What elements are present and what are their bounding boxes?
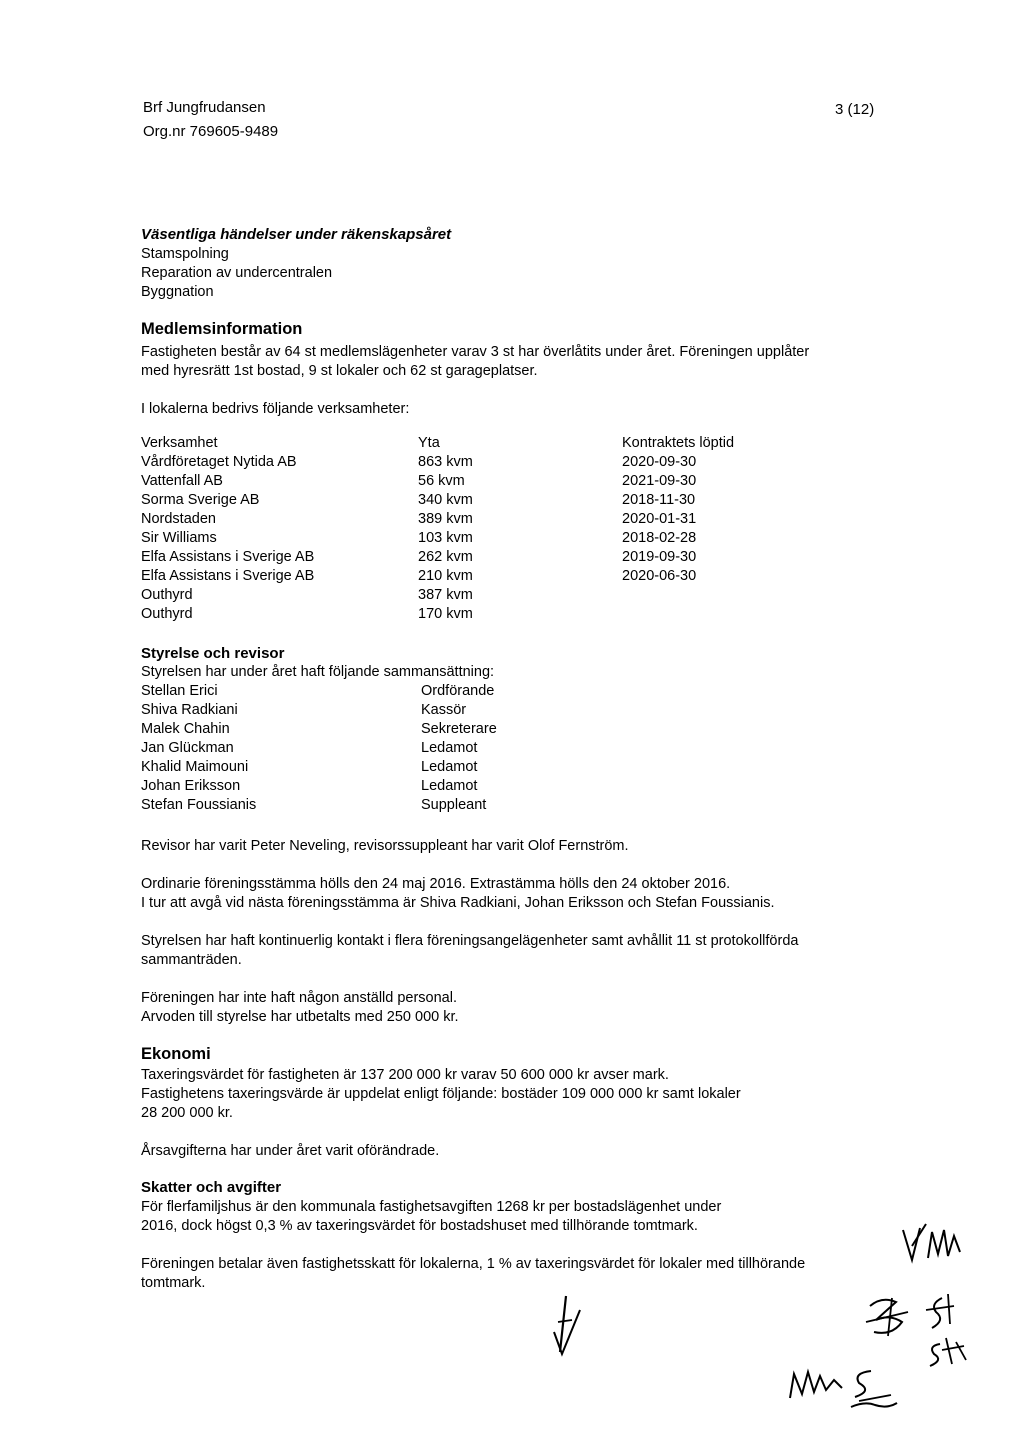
cell-business: Vattenfall AB	[141, 473, 223, 489]
cell-term: 2018-11-30	[622, 492, 696, 508]
list-item	[141, 720, 641, 739]
membership-text-line: Fastigheten består av 64 st medlemslägenheter varav 3 st har överlåtits under året. Föreningen upplåter	[141, 344, 810, 360]
column-header-term: Kontraktets löptid	[622, 435, 735, 451]
member-role: Kassör	[421, 702, 467, 718]
table-row	[141, 548, 781, 567]
member-name: Stefan Foussianis	[141, 797, 257, 813]
cell-term: 2021-09-30	[622, 473, 697, 489]
table-row	[141, 472, 781, 491]
page-number: 3 (12)	[835, 101, 875, 118]
signature-initials	[548, 1292, 588, 1362]
cell-business: Sir Williams	[141, 530, 217, 546]
annual-fees-text: Årsavgifterna har under året varit oförändrade.	[141, 1143, 440, 1159]
cell-area: 262 kvm	[418, 549, 473, 565]
cell-business: Vårdföretaget Nytida AB	[141, 454, 297, 470]
economy-text-line: Taxeringsvärdet för fastigheten är 137 200 000 kr varav 50 600 000 kr avser mark.	[141, 1067, 669, 1083]
list-item	[141, 739, 641, 758]
taxes-text-line: Föreningen betalar även fastighetsskatt för lokalerna, 1 % av taxeringsvärdet för lokaler med tillhörande	[141, 1256, 806, 1272]
table-row	[141, 491, 781, 510]
member-name: Malek Chahin	[141, 721, 230, 737]
cell-term: 2018-02-28	[622, 530, 697, 546]
events-heading: Väsentliga händelser under räkenskapsåret	[141, 226, 452, 243]
cell-business: Elfa Assistans i Sverige AB	[141, 568, 315, 584]
taxes-text-line: tomtmark.	[141, 1275, 206, 1291]
member-role: Sekreterare	[421, 721, 497, 737]
table-row	[141, 586, 781, 605]
member-name: Jan Glückman	[141, 740, 234, 756]
table-row	[141, 567, 781, 586]
list-item	[141, 682, 641, 701]
list-item	[141, 701, 641, 720]
auditor-text: Revisor har varit Peter Neveling, revisorssuppleant har varit Olof Fernström.	[141, 838, 629, 854]
table-row	[141, 529, 781, 548]
taxes-text-line: För flerfamiljshus är den kommunala fastighetsavgiften 1268 kr per bostadslägenhet under	[141, 1199, 722, 1215]
events-item: Stamspolning	[141, 246, 229, 262]
cell-business: Outhyrd	[141, 587, 193, 603]
signature-initials	[862, 1292, 917, 1342]
cell-area: 103 kvm	[418, 530, 473, 546]
cell-area: 210 kvm	[418, 568, 473, 584]
cell-business: Sorma Sverige AB	[141, 492, 260, 508]
list-item	[141, 758, 641, 777]
member-role: Suppleant	[421, 797, 487, 813]
member-name: Stellan Erici	[141, 683, 218, 699]
meetings-text: Ordinarie föreningsstämma hölls den 24 maj 2016. Extrastämma hölls den 24 oktober 2016.	[141, 876, 731, 892]
staff-text: Föreningen har inte haft någon anställd personal.	[141, 990, 457, 1006]
cell-area: 863 kvm	[418, 454, 473, 470]
taxes-text-line: 2016, dock högst 0,3 % av taxeringsvärdet för bostadshuset med tillhörande tomtmark.	[141, 1218, 698, 1234]
list-item	[141, 777, 641, 796]
economy-text-line: Fastighetens taxeringsvärde är uppdelat enligt följande: bostäder 109 000 000 kr samt lokaler	[141, 1086, 741, 1102]
member-role: Ledamot	[421, 740, 478, 756]
list-item	[141, 796, 641, 815]
events-item: Reparation av undercentralen	[141, 265, 333, 281]
board-intro: Styrelsen har under året haft följande sammansättning:	[141, 664, 495, 680]
table-row	[141, 510, 781, 529]
org-number: Org.nr 769605-9489	[143, 123, 279, 140]
cell-term: 2020-01-31	[622, 511, 697, 527]
cell-business: Nordstaden	[141, 511, 216, 527]
column-header-area: Yta	[418, 435, 440, 451]
signature-initials	[898, 1218, 968, 1268]
board-members-list	[141, 682, 641, 815]
fees-text: Arvoden till styrelse har utbetalts med 250 000 kr.	[141, 1009, 459, 1025]
cell-business: Outhyrd	[141, 606, 193, 622]
cell-term: 2020-09-30	[622, 454, 697, 470]
cell-area: 340 kvm	[418, 492, 473, 508]
economy-text-line: 28 200 000 kr.	[141, 1105, 233, 1121]
table-row	[141, 453, 781, 472]
cell-area: 170 kvm	[418, 606, 473, 622]
member-role: Ledamot	[421, 778, 478, 794]
contact-text-line: Styrelsen har haft kontinuerlig kontakt i flera föreningsangelägenheter samt avhållit 11 st protokollförda	[141, 933, 799, 949]
contact-text-line: sammanträden.	[141, 952, 242, 968]
membership-text-line: med hyresrätt 1st bostad, 9 st lokaler och 62 st garageplatser.	[141, 363, 538, 379]
signature-initials	[845, 1365, 905, 1415]
economy-heading: Ekonomi	[141, 1045, 211, 1063]
member-name: Khalid Maimouni	[141, 759, 249, 775]
cell-term: 2019-09-30	[622, 549, 697, 565]
signature-initials	[920, 1290, 980, 1370]
member-role: Ordförande	[421, 683, 495, 699]
premises-table	[141, 434, 781, 624]
cell-area: 389 kvm	[418, 511, 473, 527]
cell-term: 2020-06-30	[622, 568, 697, 584]
member-name: Shiva Radkiani	[141, 702, 238, 718]
table-header-row	[141, 434, 781, 453]
rotation-text: I tur att avgå vid nästa föreningsstämma är Shiva Radkiani, Johan Eriksson och Stefan Foussianis.	[141, 895, 775, 911]
events-item: Byggnation	[141, 284, 214, 300]
column-header-business: Verksamhet	[141, 435, 218, 451]
premises-intro: I lokalerna bedrivs följande verksamheter:	[141, 401, 410, 417]
member-role: Ledamot	[421, 759, 478, 775]
cell-area: 387 kvm	[418, 587, 473, 603]
cell-business: Elfa Assistans i Sverige AB	[141, 549, 315, 565]
association-name: Brf Jungfrudansen	[143, 99, 266, 116]
table-row	[141, 605, 781, 624]
taxes-heading: Skatter och avgifter	[141, 1179, 282, 1196]
board-heading: Styrelse och revisor	[141, 645, 285, 662]
member-name: Johan Eriksson	[141, 778, 241, 794]
signature-initials	[786, 1362, 846, 1402]
membership-heading: Medlemsinformation	[141, 320, 303, 338]
cell-area: 56 kvm	[418, 473, 465, 489]
